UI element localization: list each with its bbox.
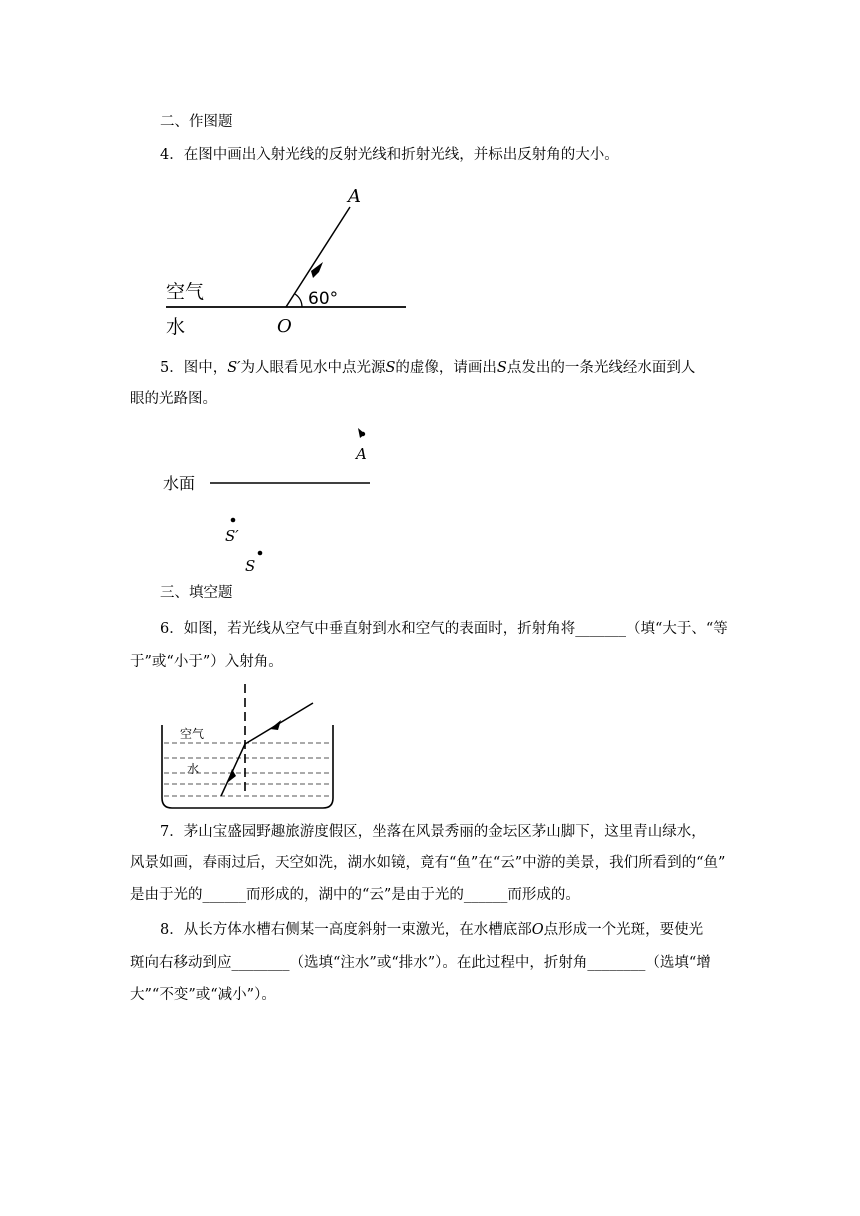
incident-arrow-icon [270, 720, 281, 730]
question-7-line-2: 风景如画，春雨过后，天空如洗，湖水如镜，竟有“鱼”在“云”中游的美景，我们所看到的“鱼” [130, 855, 726, 871]
angle-label: 60° [308, 289, 339, 309]
label-air: 空气 [180, 727, 205, 741]
refracted-arrow-icon [227, 769, 236, 783]
label-a: A [348, 186, 361, 207]
question-8-line-1: 8．从长方体水槽右侧某一高度斜射一束激光，在水槽底部O点形成一个光斑，要使光 [160, 922, 704, 938]
label-o: O [277, 316, 292, 337]
label-s-prime: S′ [225, 527, 239, 545]
refracted-ray [221, 744, 245, 796]
question-8-line-3: 大”“不变”或“减小”）。 [130, 987, 276, 1003]
question-7-line-1: 7．茅山宝盛园野趣旅游度假区，坐落在风景秀丽的金坛区茅山脚下，这里青山绿水， [160, 824, 706, 840]
label-s: S [245, 557, 256, 575]
section-title-fill: 三、填空题 [160, 585, 233, 601]
question-4-figure [160, 180, 420, 340]
question-5-line-2: 眼的光路图。 [130, 391, 217, 407]
point-s [258, 551, 263, 556]
label-water: 水 [166, 316, 186, 338]
point-s-prime [231, 518, 236, 523]
question-8-line-2: 斑向右移动到应________（选填“注水”或“排水”）。在此过程中，折射角________（选填“增 [130, 955, 711, 971]
question-6-line-2: 于”或“小于”）入射角。 [130, 654, 283, 670]
label-surface: 水面 [163, 474, 196, 493]
label-air: 空气 [166, 281, 205, 303]
angle-arc [295, 294, 302, 307]
question-6-figure [155, 680, 345, 815]
question-7-line-3: 是由于光的______而形成的，湖中的“云”是由于光的______而形成的。 [130, 887, 580, 903]
question-6-line-1: 6．如图，若光线从空气中垂直射到水和空气的表面时，折射角将_______（填“大于、“等 [160, 621, 728, 637]
question-4-text: 4．在图中画出入射光线的反射光线和折射光线，并标出反射角的大小。 [160, 147, 619, 163]
label-water: 水 [187, 762, 200, 776]
label-a: A [356, 445, 367, 463]
question-5-line-1: 5．图中，S′为人眼看见水中点光源S的虚像，请画出S点发出的一条光线经水面到人 [160, 360, 696, 376]
question-5-figure [160, 420, 390, 580]
eye-icon [358, 428, 365, 438]
section-title-drawing: 二、作图题 [160, 114, 233, 130]
